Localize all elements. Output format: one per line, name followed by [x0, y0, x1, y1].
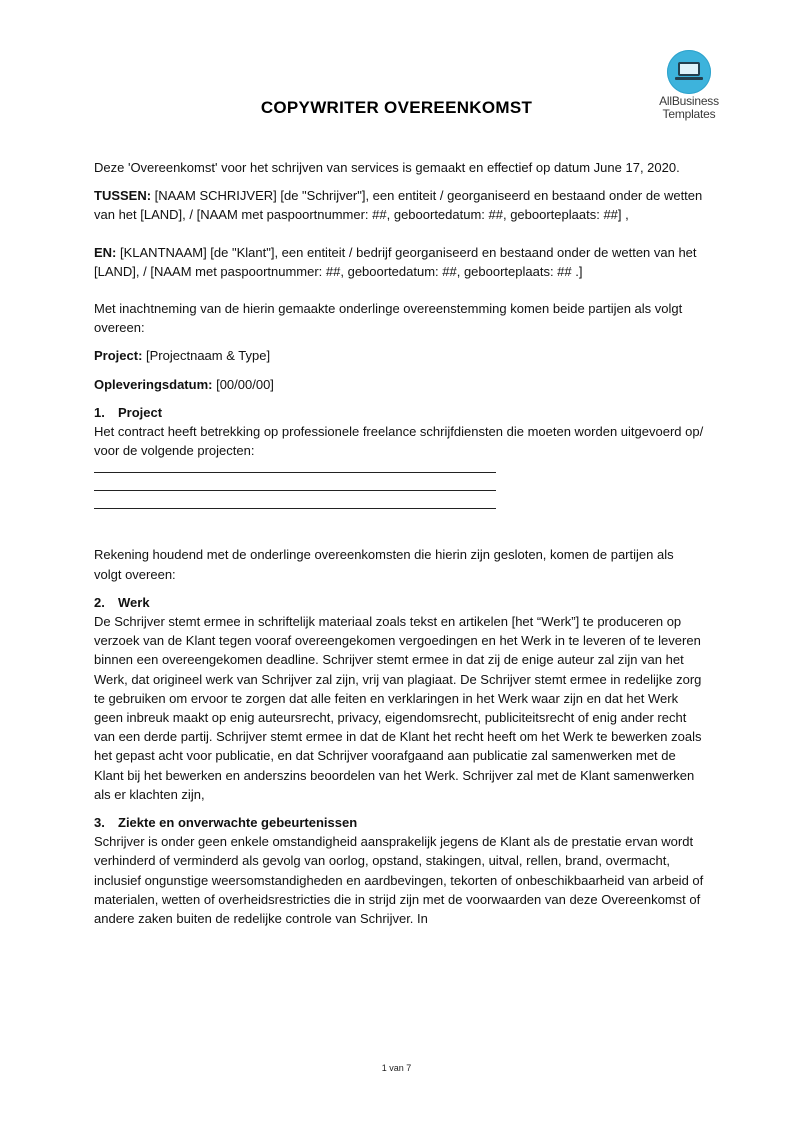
- considering-paragraph: Met inachtneming van de hierin gemaakte onderlinge overeenstemming komen beide partijen als volgt overeen:: [94, 301, 683, 336]
- section-2-title: Werk: [118, 594, 150, 610]
- project-field: [94, 346, 704, 365]
- logo-line-1: AllBusiness: [659, 94, 719, 108]
- logo-line-2: Templates: [662, 107, 716, 121]
- project-blank-line-2[interactable]: [94, 490, 496, 491]
- intro-paragraph: Deze 'Overeenkomst' voor het schrijven van services is gemaakt en effectief op datum June 17, 2020.: [94, 160, 680, 175]
- party-between-label: TUSSEN:: [94, 188, 152, 204]
- party-and-paragraph: [94, 243, 704, 281]
- section-3-title: Ziekte en onverwachte gebeurtenissen: [118, 815, 358, 831]
- project-field-label: Project:: [94, 348, 143, 364]
- delivery-date-value: [00/00/00]: [212, 376, 274, 392]
- delivery-date-label: Opleveringsdatum:: [94, 376, 213, 392]
- project-blank-line-3[interactable]: [94, 508, 496, 509]
- page-number: 1 van 7: [381, 1063, 412, 1073]
- section-3-text: Schrijver is onder geen enkele omstandigheid aansprakelijk jegens de Klant als de prestatie ervan wordt verhinderd of verminderd als gevolg van oorlog, opstand, stakingen, uitval, rellen, brand, overmacht, inclusief ongunstige weersomstandigheden en aardbevingen, tekorten of onbeschikbaarheid van arbeid of materialen, wetten of overheidsrestricties die in strijd zijn met de voorwaarden van deze Overeenkomst of andere zaken buiten de redelijke controle van Schrijver. In: [94, 834, 704, 927]
- section-1-text: Het contract heeft betrekking op professionele freelance schrijfdiensten die moeten worden uitgevoerd op/ voor de volgende projecten:: [94, 424, 704, 459]
- logo-circle: [667, 50, 711, 94]
- section-3-number: 3.: [94, 815, 105, 831]
- project-blank-line-1[interactable]: [94, 472, 496, 473]
- delivery-date-field: [94, 375, 704, 394]
- section-2-heading: [94, 593, 704, 612]
- document-body: [94, 158, 704, 928]
- section-2-number: 2.: [94, 594, 105, 610]
- section-1-number: 1.: [94, 404, 105, 420]
- closing-considering-paragraph: Rekening houdend met de onderlinge overeenkomsten die hierin zijn gesloten, komen de partijen als volgt overeen:: [94, 547, 674, 582]
- laptop-icon: [678, 62, 700, 76]
- party-and-text: [KLANTNAAM] [de "Klant"], een entiteit / bedrijf georganiseerd en bestaand onder de wetten van het [LAND], / [NAAM met paspoortnummer: ##, geboortedatum: ##, geboorteplaats: ## .]: [94, 244, 697, 279]
- section-1-heading: [94, 403, 704, 422]
- party-and-label: EN:: [94, 244, 117, 260]
- section-2-text: De Schrijver stemt ermee in schriftelijk materiaal zoals tekst en artikelen [het “Werk”] te produceren op verzoek van de Klant tegen vooraf overeengekomen vergoedingen en het Werk in te leveren of te leveren binnen een overeengekomen deadline. Schrijver stemt ermee in dat zij de enige auteur zal zijn van het Werk, dat origineel werk van Schrijver zal zijn, vrij van plagiaat. De Schrijver stemt ermee in redelijke zorg te gebruiken om ervoor te zorgen dat alle feiten en verklaringen in het Werk waar zijn en dat het Werk geen inbreuk maakt op enig auteursrecht, privacy, eigendomsrecht, publiciteitsrecht of enig ander recht van een derde partij. Schrijver stemt ermee in dat de Klant het recht heeft om het Werk te bewerken zoals het gepast acht voor publicatie, en dat Schrijver voorafgaand aan publicatie zal samenwerken met de Klant bij het bewerken en anderszins beoordelen van het Werk. Schrijver zal met de Klant samenwerken als er klachten zijn,: [94, 614, 702, 802]
- document-title: COPYWRITER OVEREENKOMST: [260, 98, 533, 117]
- party-between-paragraph: [94, 186, 704, 224]
- laptop-base-icon: [675, 77, 703, 80]
- party-between-text: [NAAM SCHRIJVER] [de "Schrijver"], een entiteit / georganiseerd en bestaand onder de wetten van het [LAND], / [NAAM met paspoortnummer: ##, geboortedatum: ##, geboorteplaats: ##] ,: [94, 188, 703, 223]
- project-field-value: [Projectnaam & Type]: [142, 348, 271, 364]
- section-1-title: Project: [118, 404, 163, 420]
- section-3-heading: [94, 813, 704, 832]
